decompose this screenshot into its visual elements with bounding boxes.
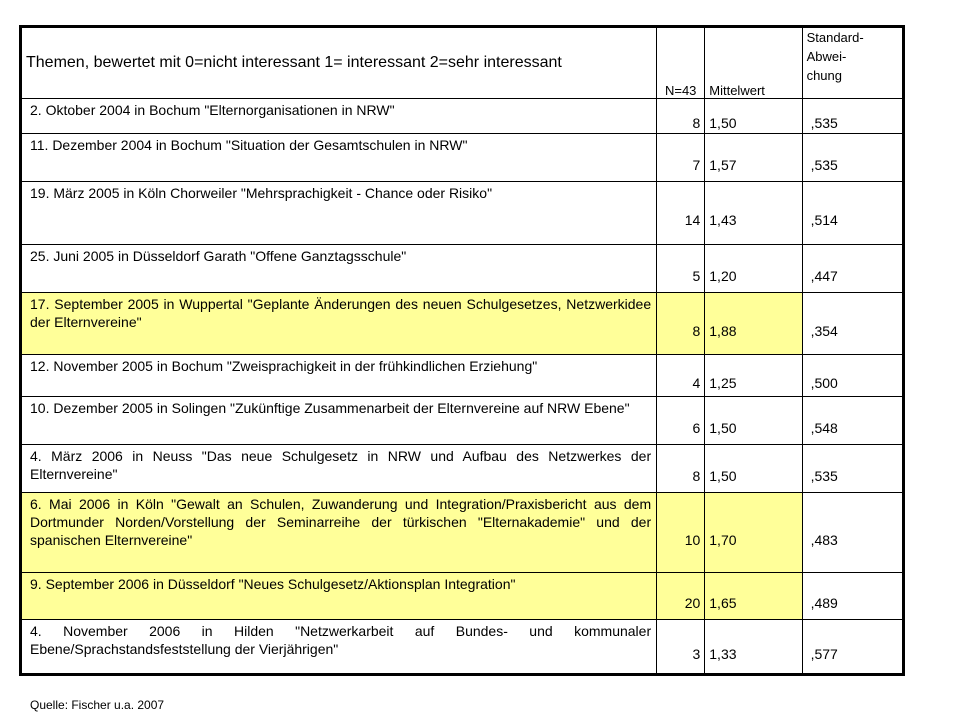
row-n: 8 [657,293,705,355]
row-theme: 10. Dezember 2005 in Solingen "Zukünftige Zusammenarbeit der Elternvereine auf NRW Ebene" [21,397,657,445]
row-theme: 9. September 2006 in Düsseldorf "Neues Schulgesetz/Aktionsplan Integration" [21,573,657,620]
row-std-dev: ,535 [802,445,903,493]
source-note: Quelle: Fischer u.a. 2007 [30,698,165,712]
row-n: 5 [657,245,705,293]
row-theme: 11. Dezember 2004 in Bochum "Situation der Gesamtschulen in NRW" [21,134,657,182]
row-mean: 1,25 [705,355,802,397]
row-mean: 1,50 [705,99,802,134]
row-n: 20 [657,573,705,620]
row-std-dev: ,548 [802,397,903,445]
table-body [21,99,904,675]
row-theme: 25. Juni 2005 in Düsseldorf Garath "Offene Ganztagsschule" [21,245,657,293]
row-theme: 4. November 2006 in Hilden "Netzwerkarbeit auf Bundes- und kommunaler Ebene/Sprachstandsfeststellung der Vierjährigen" [21,620,657,675]
row-n: 8 [657,445,705,493]
header-theme: Themen, bewertet mit 0=nicht interessant 1= interessant 2=sehr interessant [21,27,657,99]
row-n: 6 [657,397,705,445]
row-std-dev: ,514 [802,182,903,245]
row-std-dev: ,489 [802,573,903,620]
table-row [21,573,904,620]
row-std-dev: ,535 [802,99,903,134]
table-row [21,182,904,245]
row-mean: 1,43 [705,182,802,245]
row-std-dev: ,447 [802,245,903,293]
header-mean: Mittelwert [705,27,802,99]
row-mean: 1,50 [705,445,802,493]
row-n: 14 [657,182,705,245]
row-std-dev: ,354 [802,293,903,355]
table-row [21,134,904,182]
header-std-dev [802,27,903,99]
row-n: 7 [657,134,705,182]
row-mean: 1,20 [705,245,802,293]
survey-table [19,25,905,676]
row-theme: 6. Mai 2006 in Köln "Gewalt an Schulen, Zuwanderung und Integration/Praxisbericht aus dem Dortmunder Norden/Vorstellung der Seminarreihe der türkischen "Elternakademie" und der spanischen Elternvereine" [21,493,657,573]
row-std-dev: ,577 [802,620,903,675]
row-mean: 1,57 [705,134,802,182]
row-std-dev: ,500 [802,355,903,397]
table-row [21,99,904,134]
row-theme: 2. Oktober 2004 in Bochum "Elternorganisationen in NRW" [21,99,657,134]
header-std-dev-line: Abwei- [806,49,847,64]
row-mean: 1,33 [705,620,802,675]
header-n: N=43 [657,27,705,99]
table-row [21,397,904,445]
row-n: 10 [657,493,705,573]
table-row [21,493,904,573]
row-mean: 1,70 [705,493,802,573]
row-n: 8 [657,99,705,134]
table-row [21,620,904,675]
row-std-dev: ,535 [802,134,903,182]
row-theme: 17. September 2005 in Wuppertal "Geplante Änderungen des neuen Schulgesetzes, Netzwerkidee der Elternvereine" [21,293,657,355]
table-row [21,355,904,397]
row-n: 4 [657,355,705,397]
header-std-dev-line: Standard- [806,30,864,45]
row-mean: 1,50 [705,397,802,445]
row-std-dev: ,483 [802,493,903,573]
table-row [21,293,904,355]
table-row [21,445,904,493]
row-theme: 4. März 2006 in Neuss "Das neue Schulgesetz in NRW und Aufbau des Netzwerkes der Elternvereine" [21,445,657,493]
row-mean: 1,65 [705,573,802,620]
row-n: 3 [657,620,705,675]
table-row [21,245,904,293]
table-header-row [21,27,904,99]
header-std-dev-line: chung [806,68,842,83]
row-theme: 12. November 2005 in Bochum "Zweisprachigkeit in der frühkindlichen Erziehung" [21,355,657,397]
row-mean: 1,88 [705,293,802,355]
row-theme: 19. März 2005 in Köln Chorweiler "Mehrsprachigkeit - Chance oder Risiko" [21,182,657,245]
